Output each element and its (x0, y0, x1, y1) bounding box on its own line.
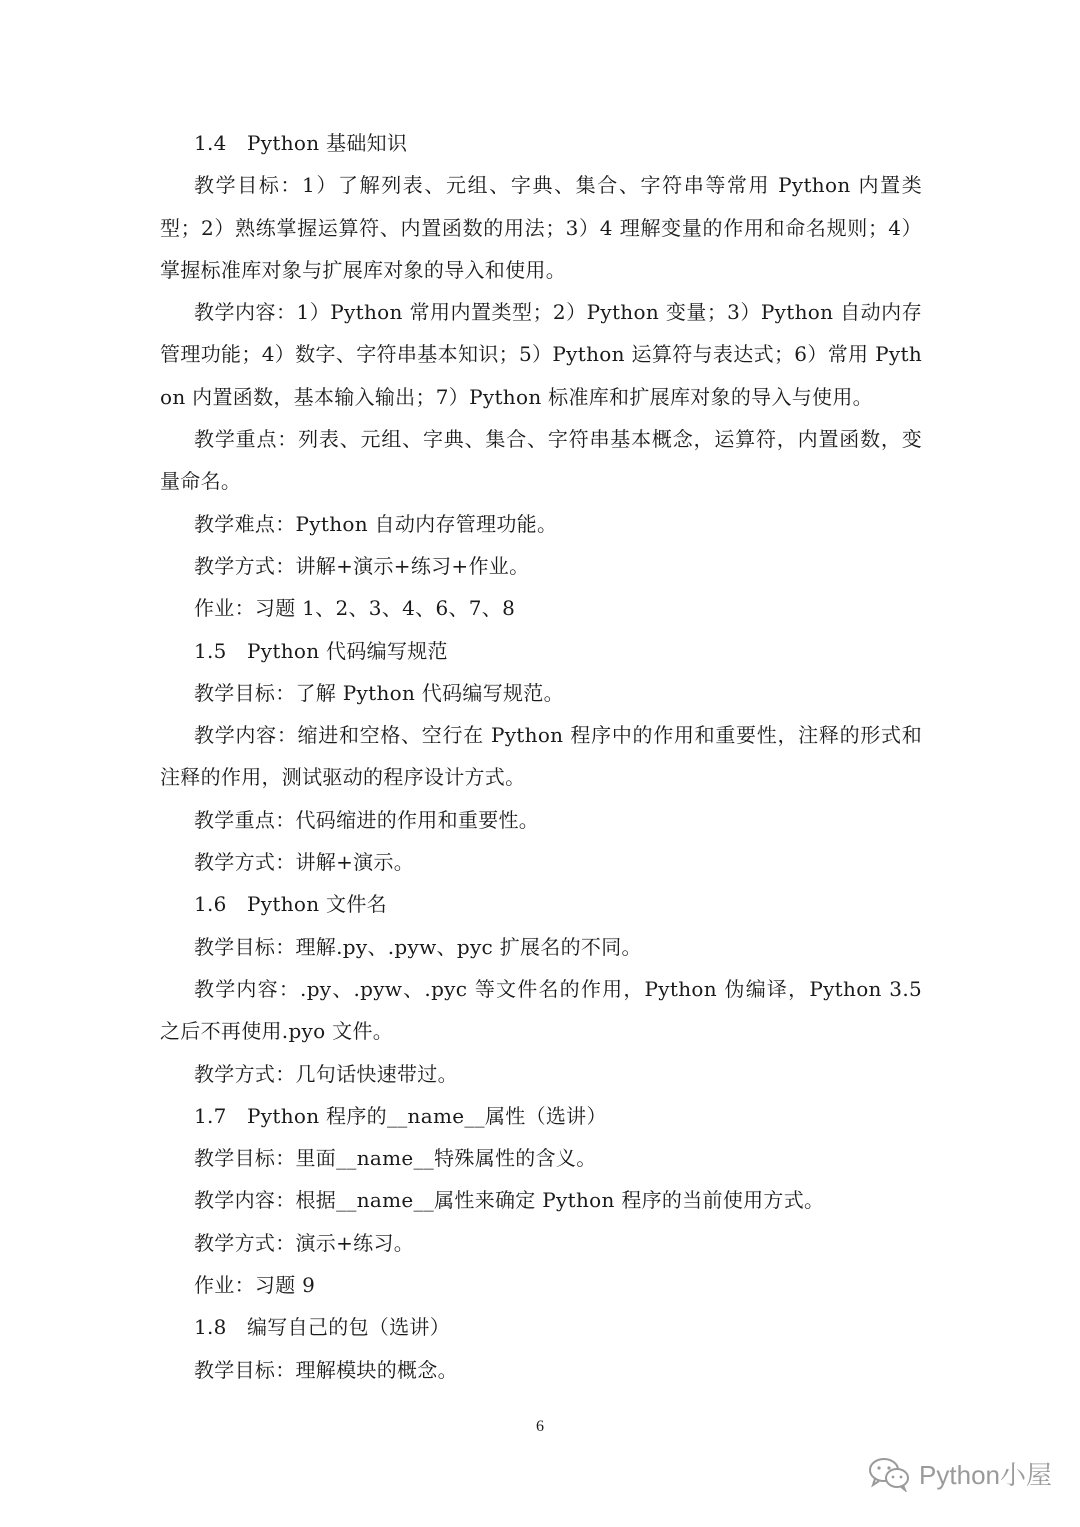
paragraph: 教学目标：了解 Python 代码编写规范。 (194, 680, 564, 705)
paragraph: 教学内容：缩进和空格、空行在 Python 程序中的作用和重要性，注释的形式和注释的作用，测试驱动的程序设计方式。 (160, 723, 922, 790)
paragraph: 教学内容：.py、.pyw、.pyc 等文件名的作用，Python 伪编译，Python 3.5 之后不再使用.pyo 文件。 (160, 976, 922, 1044)
paragraph: 教学难点：Python 自动内存管理功能。 (194, 511, 558, 536)
paragraph: 作业：习题 1、2、3、4、6、7、8 (194, 596, 516, 621)
paragraph: 教学方式：讲解+演示。 (194, 850, 415, 875)
paragraph: 教学内容：根据__name__属性来确定 Python 程序的当前使用方式。 (194, 1188, 825, 1213)
paragraph: 教学目标：理解模块的概念。 (194, 1357, 458, 1382)
section-heading: 1.7 Python 程序的__name__属性（选讲） (194, 1103, 607, 1128)
paragraph: 教学方式：演示+练习。 (194, 1230, 415, 1255)
paragraph: 教学内容：1）Python 常用内置类型；2）Python 变量；3）Python 自动内存管理功能；4）数字、字符串基本知识；5）Python 运算符与表达式；6）常用 Python 内置函数，基本输入输出；7）Python 标准库和扩展库对象的导入与使用。 (160, 300, 922, 409)
section-heading: 1.5 Python 代码编写规范 (194, 638, 448, 663)
section-heading: 1.4 Python 基础知识 (194, 131, 408, 155)
paragraph: 教学方式：讲解+演示+练习+作业。 (194, 553, 530, 578)
document-body (160, 122, 922, 1391)
section-heading: 1.8 编写自己的包（选讲） (194, 1315, 451, 1340)
paragraph: 教学方式：几句话快速带过。 (194, 1061, 458, 1086)
paragraph: 教学目标：1）了解列表、元组、字典、集合、字符串等常用 Python 内置类型；2）熟练掌握运算符、内置函数的用法；3）4 理解变量的作用和命名规则；4）掌握标准库对象与扩展库对象的导入和使用。 (160, 173, 922, 282)
watermark-text: Python小屋 (919, 1460, 1052, 1490)
section-heading: 1.6 Python 文件名 (194, 892, 387, 917)
wechat-icon (867, 1456, 911, 1492)
paragraph: 教学重点：代码缩进的作用和重要性。 (194, 807, 540, 832)
paragraph: 教学目标：理解.py、.pyw、pyc 扩展名的不同。 (194, 934, 642, 959)
paragraph: 教学重点：列表、元组、字典、集合、字符串基本概念，运算符，内置函数，变量命名。 (160, 427, 922, 494)
paragraph: 教学目标：里面__name__特殊属性的含义。 (194, 1146, 597, 1171)
paragraph: 作业：习题 9 (194, 1273, 316, 1298)
watermark (867, 1455, 1052, 1492)
page-number: 6 (536, 1418, 544, 1435)
